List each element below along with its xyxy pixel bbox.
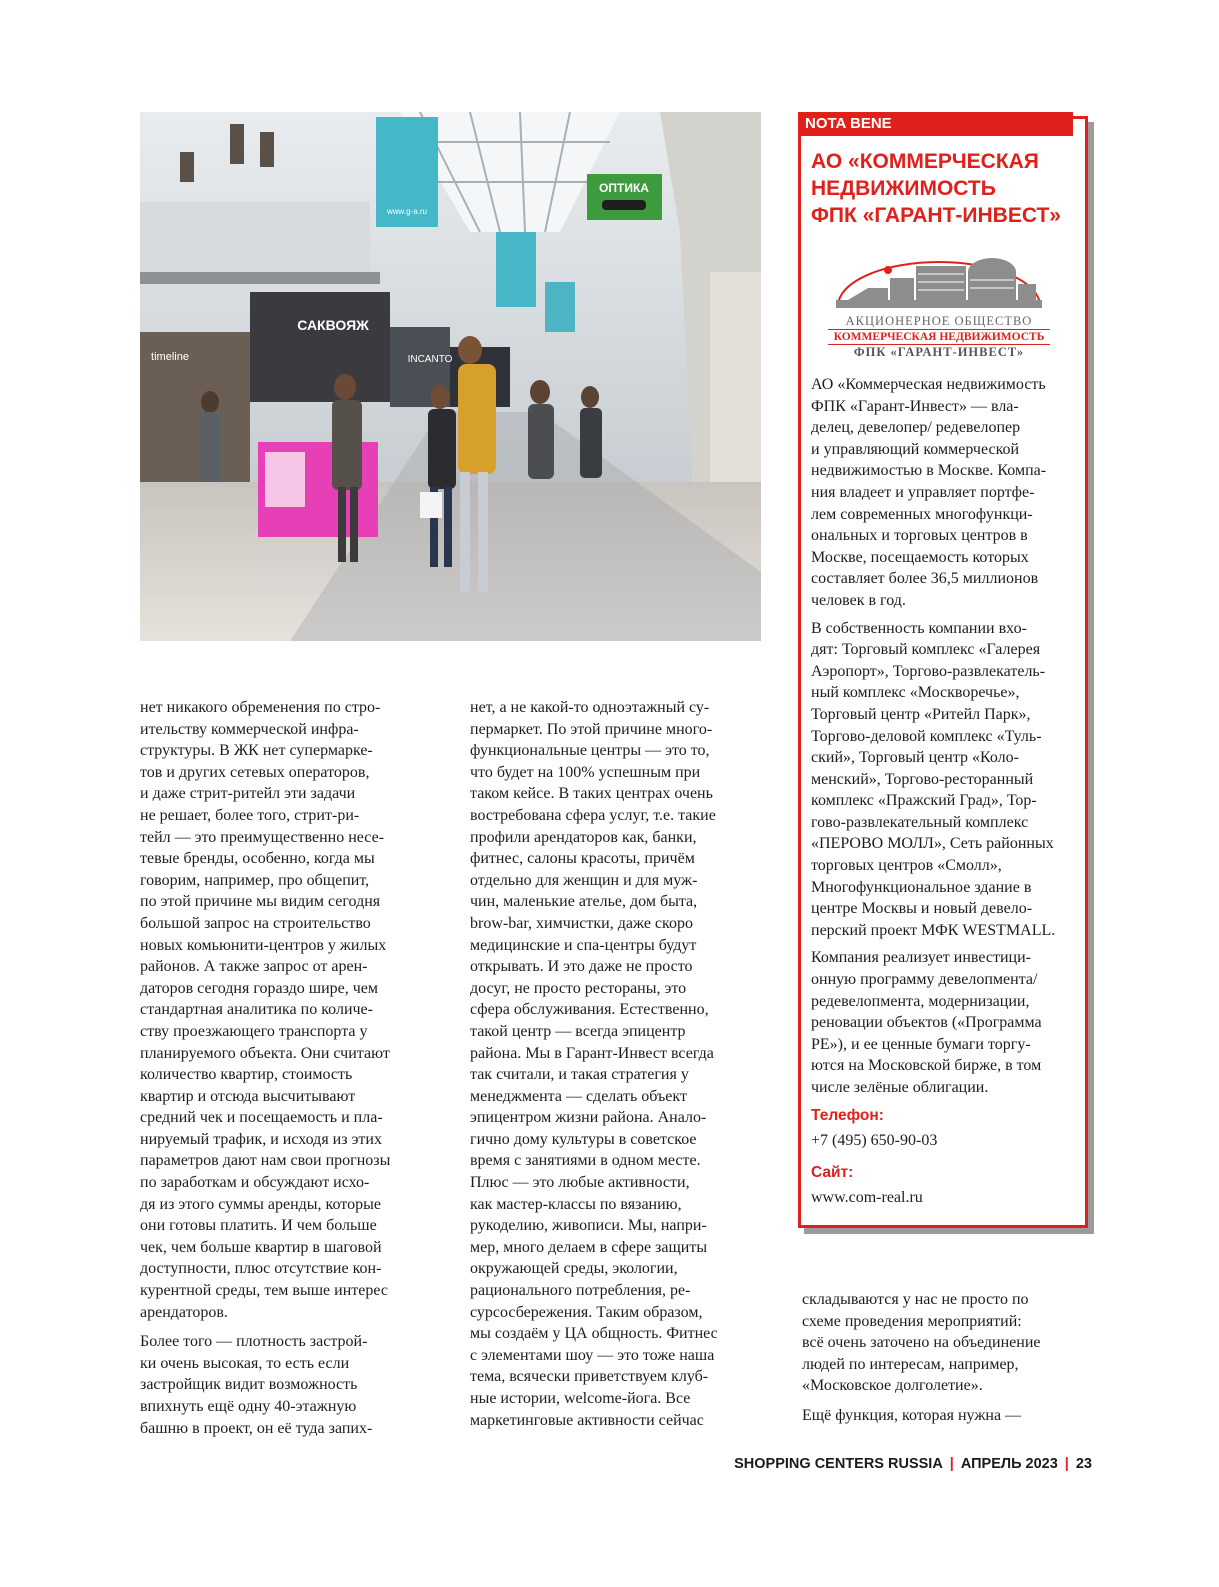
sign-brand-2: timeline — [151, 351, 189, 363]
logo-line-2: КОММЕРЧЕСКАЯ НЕДВИЖИМОСТЬ — [828, 329, 1050, 345]
mall-photo — [140, 112, 761, 641]
svg-text:INCANTO — [408, 354, 453, 365]
svg-text:www.g-a.ru — [386, 207, 427, 216]
sign-brand-3: INCANTO — [407, 354, 453, 365]
title-line-1: АО «КОММЕРЧЕСКАЯ — [811, 150, 1039, 173]
title-line-2: НЕДВИЖИМОСТЬ — [811, 177, 996, 200]
paragraph: Более того — плотность застрой- ки очень высокая, то есть если застройщик видит возможность впихнуть ещё одну 40-этажную башню в проект, он её туда запих- — [140, 1333, 373, 1437]
paragraph: нет никакого обременения по стро- ительству коммерческой инфра- структуры. В ЖК нет супермарке- тов и других сетевых операторов, и даже стрит-ритейл эти задачи не решает, более того, стрит-ри- тейл — это преимущественно несе- тевые бренды, особенно, когда мы говорим, например, про общепит, по этой причине мы видим сегодня большой запрос на строительство новых комьюнити-центров у жилых районов. А также запрос от арен- даторов сегодня гораздо шире, чем стандартная аналитика по количе- ству проезжающего транспорта у планируемого объекта. Они считают количество квартир, стоимость квартир и отсюда высчитывают средний чек и посещаемость и пла- нируемый трафик, и исходя из этих параметров дают нам свои прогнозы по заработкам и обсуждают исхо- дя из этого суммы аренды, которые они готовы платить. И чем больше чек, чем больше квартир в шаговой доступности, плюс отсутствие кон- курентной среды, тем выше интерес арендаторов. — [140, 699, 391, 1321]
logo-line-3: ФПК «ГАРАНТ-ИНВЕСТ» — [853, 345, 1025, 359]
phone-label: Телефон: — [811, 1106, 884, 1124]
nota-bene-body — [811, 374, 1083, 1219]
nota-bene-paragraphs — [811, 374, 1083, 1099]
paragraph: Компания реализует инвестици- онную программу девелопмента/ редевелопмента, модернизации, реновации объектов («Программа РЕ»), и ее ценные бумаги торгу- ются на Московской бирже, в том числе зелёные облигации. — [811, 949, 1042, 1096]
paragraph: АО «Коммерческая недвижимость ФПК «Гарант-Инвест» — вла- делец, девелопер/ редевелопер и управляющий коммерческой недвижимостью в Москве. Компа- ния владеет и управляет портфе- лем современных многофункци- ональных и торговых центров в Москве, посещаемость которых составляет более 36,5 миллионов человек в год. — [811, 376, 1047, 609]
page-number: 23 — [1075, 1456, 1092, 1472]
page-footer — [734, 1456, 1092, 1472]
nota-bene-tag: NOTA BENE — [798, 112, 1073, 136]
paragraph: складываются у нас не просто по схеме проведения мероприятий: всё очень заточено на объединение людей по интересам, например, «Московское долголетие». — [802, 1291, 1041, 1395]
issue-date: АПРЕЛЬ 2023 — [960, 1456, 1058, 1472]
paragraph: Ещё функция, которая нужна — — [802, 1406, 1022, 1424]
paragraph: В собственность компании вхо- дят: Торговый комплекс «Галерея Аэропорт», Торгово-развлекатель- ный комплекс «Москворечье», Торговый центр «Ритейл Парк», Торгово-деловой комплекс «Туль- ский», Торговый центр «Коло- менский», Торгово-ресторанный комплекс «Пражский Град», Тор- гово-развлекательный комплекс «ПЕРОВО МОЛЛ», Сеть районных торговых центров «Смолл», Многофункциональное здание в центре Москвы и новый девело- перский проект МФК WESTMALL. — [811, 619, 1056, 939]
paragraph: нет, а не какой-то одноэтажный су- пермаркет. По этой причине много- функциональные центры — это то, что будет на 100% успешным при таком кейсе. В таких центрах очень востребована сфера услуг, т.е. такие профили арендаторов как, банки, фитнес, салоны красоты, причём отдельно для женщин и для муж- чин, маленькие ателье, дом быта, brow-bar, химчистки, даже скоро медицинские и спа-центры будут открывать. И это даже не просто досуг, не просто рестораны, это сфера обслуживания. Естественно, такой центр — всегда эпицентр района. Мы в Гарант-Инвест всегда так считали, и такая стратегия у менеджмента — сделать объект эпицентром жизни района. Анало- гично дому культуры в советское время с занятиями в одном месте. Плюс — это любые активности, как мастер-классы по вязанию, рукоделию, живописи. Мы, напри- мер, много делаем в сфере защиты окружающей среды, экологии, рационального потребления, ре- сурсосбережения. Таким образом, мы создаём у ЦА общность. Фитнес с элементами шоу — это тоже наша тема, всячески приветствуем клуб- ные истории, welcome-йога. Все маркетинговые активности сейчас — [470, 699, 718, 1429]
article-column-2 — [470, 697, 770, 1439]
title-line-3: ФПК «ГАРАНТ-ИНВЕСТ» — [811, 204, 1061, 227]
phone-value: +7 (495) 650-90-03 — [811, 1132, 938, 1150]
logo-line-1: АКЦИОНЕРНОЕ ОБЩЕСТВО — [845, 314, 1033, 328]
magazine-name: SHOPPING CENTERS RUSSIA — [734, 1456, 943, 1472]
nota-bene-title — [811, 148, 1081, 229]
banner-url: www.g-a.ru — [386, 207, 428, 216]
sign-optika: ОПТИКА — [599, 181, 649, 195]
svg-text:timeline — [151, 351, 189, 363]
company-logo — [828, 258, 1050, 364]
site-link[interactable]: www.com-real.ru — [811, 1189, 923, 1207]
footer-separator: | — [949, 1456, 954, 1472]
footer-separator: | — [1064, 1456, 1069, 1472]
svg-text:САКВОЯЖ — [297, 317, 369, 333]
article-column-3 — [802, 1289, 1102, 1435]
site-label: Сайт: — [811, 1163, 854, 1181]
article-column-1 — [140, 697, 440, 1447]
sign-brand-1: САКВОЯЖ — [297, 317, 369, 333]
svg-text:ОПТИКА — [599, 181, 649, 195]
